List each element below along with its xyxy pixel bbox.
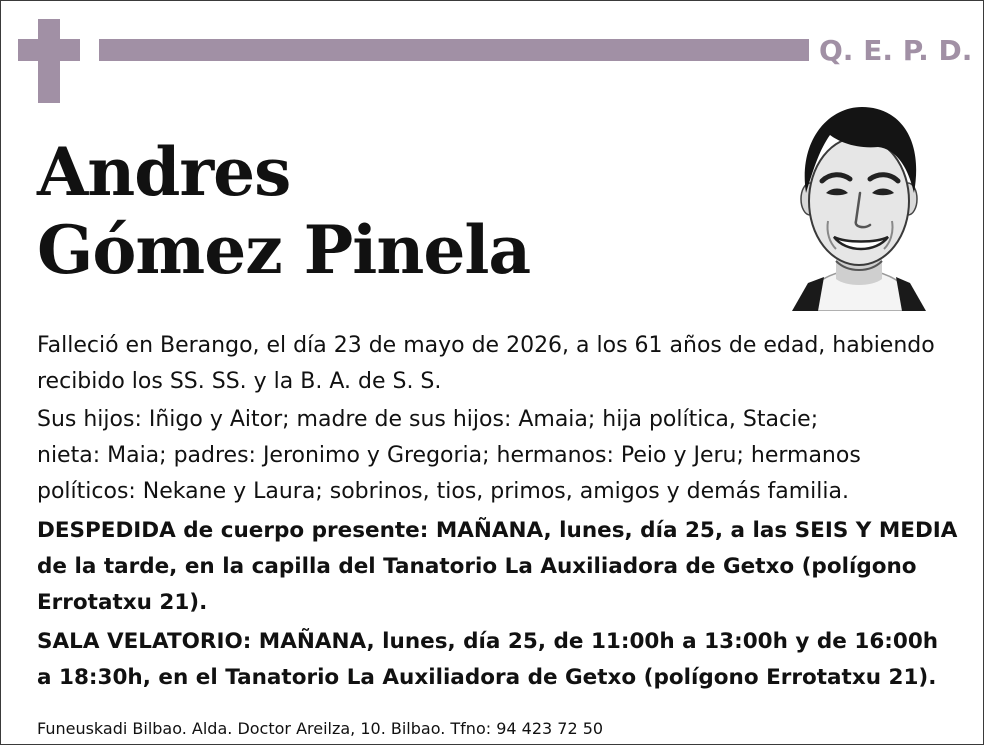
portrait-photo: [784, 101, 934, 311]
farewell-details: [37, 513, 967, 621]
text-line: Falleció en Berango, el día 23 de mayo de 2026, a los 61 años de edad, habiendo: [37, 333, 935, 358]
wake-room-details: [37, 624, 967, 696]
deceased-first-name: Andres: [37, 133, 291, 211]
text-line: SALA VELATORIO: MAÑANA, lunes, día 25, de 11:00h a 13:00h y de 16:00h: [37, 629, 939, 654]
text-line: Errotatxu 21).: [37, 590, 208, 615]
text-line: de la tarde, en la capilla del Tanatorio La Auxiliadora de Getxo (polígono: [37, 554, 917, 579]
text-line: Sus hijos: Iñigo y Aitor; madre de sus hijos: Amaia; hija política, Stacie;: [37, 407, 819, 432]
family-list: [37, 402, 967, 510]
text-line: nieta: Maia; padres: Jeronimo y Gregoria; hermanos: Peio y Jeru; hermanos: [37, 443, 861, 468]
death-announcement: [37, 328, 967, 400]
header-bar: [99, 39, 809, 61]
deceased-name: [37, 133, 757, 289]
qepd-label: Q. E. P. D.: [819, 34, 973, 67]
text-line: recibido los SS. SS. y la B. A. de S. S.: [37, 369, 442, 394]
deceased-surname: Gómez Pinela: [37, 211, 531, 289]
text-line: DESPEDIDA de cuerpo presente: MAÑANA, lunes, día 25, a las SEIS Y MEDIA: [37, 518, 958, 543]
cross-icon-arm: [18, 39, 80, 61]
text-line: políticos: Nekane y Laura; sobrinos, tios, primos, amigos y demás familia.: [37, 479, 849, 504]
cross-icon: [38, 19, 60, 103]
text-line: a 18:30h, en el Tanatorio La Auxiliadora de Getxo (polígono Errotatxu 21).: [37, 665, 937, 690]
funeral-home-footer: Funeuskadi Bilbao. Alda. Doctor Areilza, 10. Bilbao. Tfno: 94 423 72 50: [37, 719, 604, 738]
